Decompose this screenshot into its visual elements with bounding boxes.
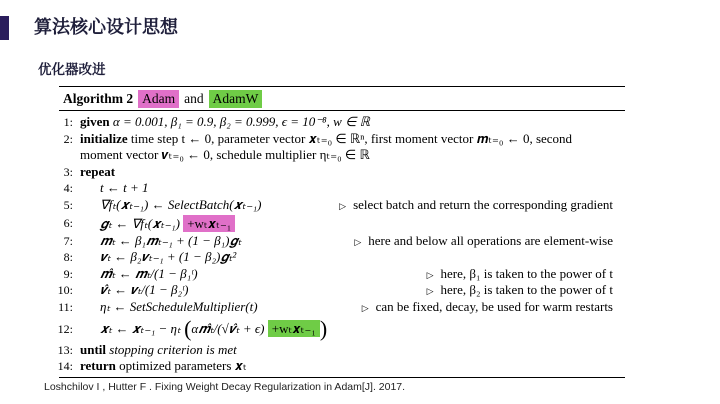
algorithm-bottom-rule bbox=[59, 377, 625, 378]
algo-line-13: 13: until stopping criterion is met bbox=[57, 341, 237, 357]
algo-line-12: 12: 𝒙ₜ ← 𝒙ₜ₋₁ − ηₜ (α𝒎̂ₜ/(√𝒗̂ₜ + ϵ) +wₜ𝒙ₜ₋₁ ) bbox=[57, 315, 328, 341]
comment-triangle-icon: ▷ bbox=[426, 269, 434, 280]
slide-title: 算法核心设计思想 bbox=[34, 17, 178, 38]
weight-decay-green: +wₜ𝒙ₜ₋₁ bbox=[268, 320, 320, 337]
algo-line-5: 5: ∇fₜ(𝒙ₜ₋₁) ← SelectBatch(𝒙ₜ₋₁) ▷ select batch and return the corresponding gradient bbox=[63, 196, 613, 212]
algorithm-header bbox=[59, 87, 625, 110]
algo-line-10: 10: 𝒗̂ₜ ← 𝒗ₜ/(1 − β₂ᵗ) ▷ here, β₂ is taken to the power of t bbox=[57, 282, 613, 298]
algorithm-and: and bbox=[184, 90, 204, 106]
title-accent-bar bbox=[0, 16, 9, 40]
algo-line-2: 2: initialize time step t ← 0, parameter vector 𝒙ₜ₌₀ ∈ ℝⁿ, first moment vector 𝒎ₜ₌₀ ← 0, second bbox=[63, 130, 573, 146]
citation-footer: Loshchilov I , Hutter F . Fixing Weight Decay Regularization in Adam[J]. 2017. bbox=[44, 381, 406, 393]
comment-triangle-icon: ▷ bbox=[339, 200, 347, 211]
adamw-highlight: AdamW bbox=[209, 90, 263, 108]
algo-line-6: 6: 𝒈ₜ ← ∇fₜ(𝒙ₜ₋₁) +wₜ𝒙ₜ₋₁ bbox=[59, 214, 625, 233]
algo-line-1: 1: given α = 0.001, β₁ = 0.9, β₂ = 0.999, ϵ = 10⁻⁸, w ∈ ℝ bbox=[63, 114, 370, 129]
algo-line-2-cont: moment vector 𝒗ₜ₌₀ ← 0, schedule multiplier ηₜ₌₀ ∈ ℝ bbox=[80, 147, 370, 163]
algorithm-body bbox=[59, 111, 625, 375]
comment-triangle-icon: ▷ bbox=[354, 236, 362, 247]
algo-line-3: 3: repeat bbox=[63, 163, 116, 179]
weight-decay-pink: +wₜ𝒙ₜ₋₁ bbox=[183, 215, 235, 232]
algo-line-4: 4: t ← t + 1 bbox=[63, 180, 149, 196]
algo-line-7: 7: 𝒎ₜ ← β₁𝒎ₜ₋₁ + (1 − β₁)𝒈ₜ ▷ here and below all operations are element-wise bbox=[63, 232, 613, 248]
algo-line-11: 11: ηₜ ← SetScheduleMultiplier(t) ▷ can be fixed, decay, be used for warm restarts bbox=[58, 298, 613, 314]
algo-line-8: 8: 𝒗ₜ ← β₂𝒗ₜ₋₁ + (1 − β₂)𝒈ₜ² bbox=[63, 249, 237, 265]
comment-triangle-icon: ▷ bbox=[361, 302, 369, 313]
algorithm-label: Algorithm 2 bbox=[63, 90, 134, 106]
comment-triangle-icon: ▷ bbox=[426, 286, 434, 297]
algo-line-9: 9: 𝒎̂ₜ ← 𝒎ₜ/(1 − β₁ᵗ) ▷ here, β₁ is taken to the power of t bbox=[63, 265, 613, 281]
slide-subtitle: 优化器改进 bbox=[38, 62, 106, 78]
algo-line-14: 14: return optimized parameters 𝒙ₜ bbox=[57, 358, 247, 374]
adam-highlight: Adam bbox=[138, 90, 179, 108]
algorithm-box bbox=[59, 86, 625, 378]
